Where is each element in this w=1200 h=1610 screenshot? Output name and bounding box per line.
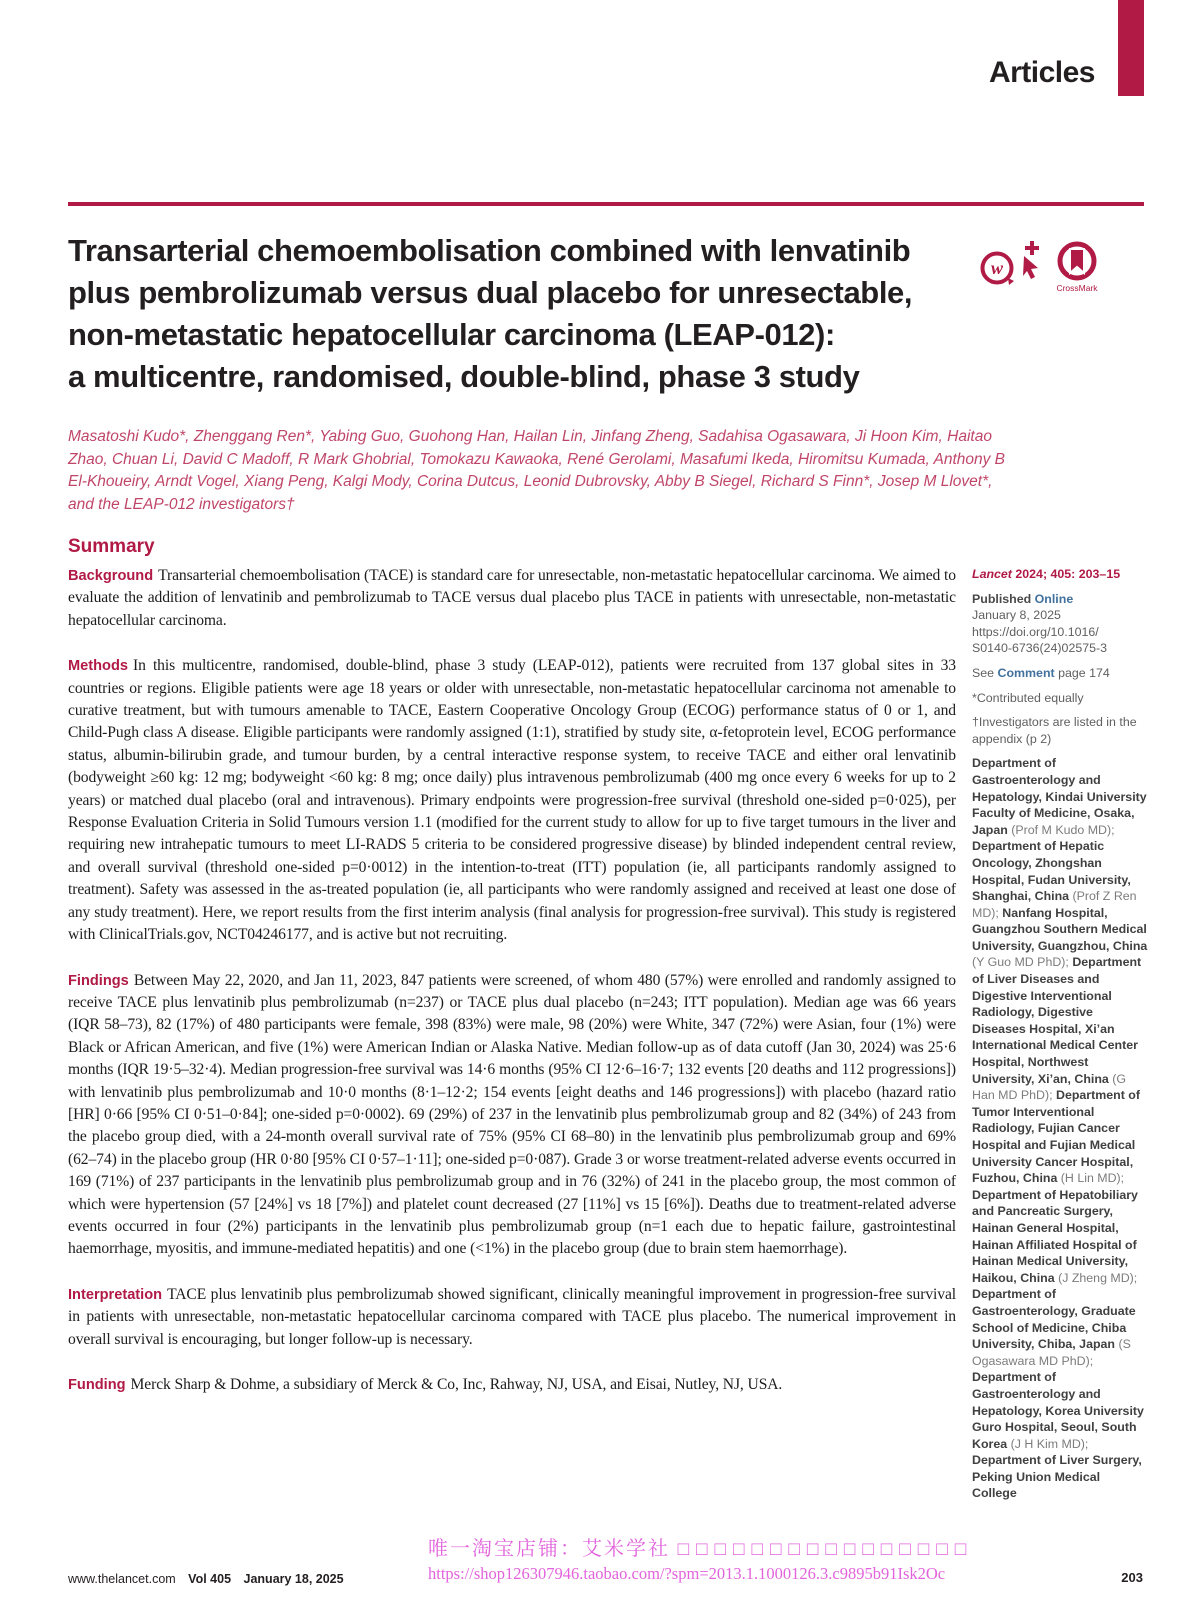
doi-line-1: https://doi.org/10.1016/	[972, 624, 1099, 639]
background-text: Transarterial chemoembolisation (TACE) is standard care for unresectable, non-metastatic hepatocellular carcinoma. We aimed to evaluate the addition of lenvatinib and pembrolizumab to TACE versus dual placebo plus TACE in patients with unresectable, non-metastatic hepatocellular carcinoma.	[68, 567, 956, 629]
summary-heading: Summary	[68, 536, 155, 557]
watermark-shop-text: 唯一淘宝店铺：艾米学社	[428, 1538, 670, 1560]
findings-text: Between May 22, 2020, and Jan 11, 2023, 847 patients were screened, of whom 480 (57%) were enrolled and randomly assigned to receive TACE plus lenvatinib plus pembrolizumab (n=237) or TACE plus dual placebo (n=243; ITT population). Median age was 66 years (IQR 58–73), 82 (17%) of 480 participants were female, 398 (83%) were male, 98 (20%) were White, 347 (72%) were Asian, four (1%) were Black or African American, and five (1%) were American Indian or Alaska Native. Median follow-up as of data cutoff (Jan 30, 2024) was 25·6 months (IQR 19·5–32·4). Median progression-free survival was 14·6 months (95% CI 12·6–16·7; 132 events [20 deaths and 112 progressions]) with lenvatinib plus pembrolizumab and 10·0 months (8·1–12·2; 154 events [eight deaths and 146 progressions]) with placebo (hazard ratio [HR] 0·66 [95% CI 0·51–0·84]; one-sided p=0·0002). 69 (29%) of 237 in the lenvatinib plus pembrolizumab group and 82 (34%) of 243 from the placebo group died, with a 24-month overall survival rate of 75% (95% CI 68–80) in the lenvatinib plus pembrolizumab group and 69% (62–74) in the placebo group (HR 0·80 [95% CI 0·57–1·11]; one-sided p=0·087). Grade 3 or worse treatment-related adverse events occurred in 169 (71%) of 237 participants in the lenvatinib plus pembrolizumab group and in 76 (32%) of 241 in the placebo group, the most common of which were hypertension (57 [24%] vs 18 [7%]) and platelet count decreased (27 [11%] vs 15 [6%]). Deaths due to treatment-related adverse events occurred in four (2%) participants in the lenvatinib plus pembrolizumab group (n=1 each due to hepatic failure, gastrointestinal haemorrhage, myositis, and immune-mediated hepatitis) and one (<1%) in the placebo group (due to brain stem haemorrhage).	[68, 971, 956, 1258]
affiliation-person: (S Ogasawara MD PhD);	[972, 1337, 1131, 1368]
affiliation-person: (Prof M Kudo MD);	[1011, 822, 1115, 837]
affiliation-institution: Department of Gastroenterology and Hepatology, Korea University Guro Hospital, Seoul, South Korea	[972, 1370, 1144, 1451]
comment-link[interactable]: Comment	[997, 665, 1055, 680]
section-label: Articles	[988, 56, 1095, 89]
published-date: January 8, 2025	[972, 608, 1061, 623]
footnote-contributed: *Contributed equally	[972, 690, 1084, 705]
doi-line-2: S0140-6736(24)02575-3	[972, 641, 1108, 656]
watermark-tofu-boxes: □□□□□□□□□□□□□□□□	[677, 1539, 974, 1560]
interpretation-text: TACE plus lenvatinib plus pembrolizumab showed significant, clinically meaningful improvement in progression-free survival in patients with unresectable, non-metastatic hepatocellular carcinoma compared with TACE plus placebo. The numerical improvement in overall survival is encouraging, but longer follow-up is necessary.	[68, 1285, 956, 1348]
article-title	[68, 230, 938, 398]
affiliation-person: (H Lin MD);	[1060, 1171, 1125, 1186]
affiliation-institution: Department of Hepatic Oncology, Zhongshan Hospital, Fudan University, Shanghai, China	[972, 839, 1131, 904]
citation	[972, 566, 1148, 583]
funding-paragraph	[68, 1374, 956, 1396]
background-paragraph	[68, 565, 956, 632]
funding-label: Funding	[68, 1377, 126, 1393]
citation-journal: Lancet	[972, 567, 1012, 581]
background-label: Background	[68, 568, 154, 584]
title-icons	[978, 240, 1128, 297]
page-number: 203	[1121, 1570, 1143, 1585]
author-list: Masatoshi Kudo*, Zhenggang Ren*, Yabing Guo, Guohong Han, Hailan Lin, Jinfang Zheng, Sadahisa Ogasawara, Ji Hoon Kim, Haitao Zhao, Chuan Li, David C Madoff, R Mark Ghobrial, Tomokazu Kawaoka, René Gerolami, Masafumi Ikeda, Hiromitsu Kumada, Anthony B El-Khoueiry, Arndt Vogel, Xiang Peng, Kalgi Mody, Corina Dutcus, Leonid Dubrovsky, Abby B Siegel, Richard S Finn*, Josep M Llovet*, and the LEAP-012 investigators†	[68, 428, 1006, 513]
footer	[68, 1572, 344, 1586]
affiliation-person: (J H Kim MD);	[1010, 1436, 1089, 1451]
affiliation-institution: Department of Liver Diseases and Digestive Interventional Radiology, Digestive Diseases Hospital, Xi’an International Medical Center Hospital, Northwest University, Xi’an, China	[972, 955, 1142, 1086]
affiliation-person: (J Zheng MD);	[1058, 1270, 1138, 1285]
affiliation-institution: Nanfang Hospital, Guangzhou Southern Medical University, Guangzhou, China	[972, 905, 1148, 953]
interpretation-paragraph	[68, 1284, 956, 1351]
title-line-2: plus pembrolizumab versus dual placebo for unresectable,	[68, 275, 913, 310]
svg-text:w: w	[990, 258, 1004, 278]
footnote-investigators: †Investigators are listed in the appendix (p 2)	[972, 715, 1137, 746]
title-line-3: non-metastatic hepatocellular carcinoma (LEAP-012):	[68, 317, 835, 352]
findings-paragraph	[68, 970, 956, 1261]
funding-text: Merck Sharp & Dohme, a subsidiary of Merck & Co, Inc, Rahway, NJ, USA, and Eisai, Nutley, NJ, USA.	[130, 1376, 783, 1393]
findings-label: Findings	[68, 972, 129, 989]
affiliation-institution: Department of Gastroenterology and Hepatology, Kindai University Faculty of Medicine, Osaka, Japan	[972, 756, 1147, 837]
watermark-shop-line	[428, 1532, 973, 1561]
citation-rest: 2024; 405: 203–15	[1011, 567, 1121, 581]
summary-column	[68, 536, 956, 1419]
footer-site: www.thelancet.com	[68, 1572, 176, 1586]
affiliation-institution: Department of Hepatobiliary and Pancreatic Surgery, Hainan General Hospital, Hainan Affiliated Hospital of Hainan Medical University, Haikou, China	[972, 1187, 1138, 1285]
crossmark-label: CrossMark	[1056, 283, 1098, 293]
see-prefix: See	[972, 665, 998, 680]
interpretation-label: Interpretation	[68, 1286, 163, 1303]
published-prefix: Published	[972, 591, 1035, 606]
see-suffix: page 174	[1054, 665, 1110, 680]
affiliation-person: (G Han MD PhD);	[972, 1071, 1127, 1103]
title-line-1: Transarterial chemoembolisation combined with lenvatinib	[68, 233, 911, 268]
published-online-link[interactable]: Online	[1034, 591, 1074, 606]
web-extra-icon	[978, 240, 1046, 297]
affiliation-institution: Department of Liver Surgery, Peking Union Medical College	[972, 1453, 1142, 1501]
methods-paragraph	[68, 655, 956, 946]
affiliation-person: (Prof Z Ren MD);	[972, 889, 1137, 920]
footer-volume: Vol 405	[188, 1572, 232, 1586]
see-comment-line	[972, 665, 1148, 682]
watermark-url: https://shop126307946.taobao.com/?spm=2013.1.1000126.3.c9895b91Isk2Oc	[428, 1564, 946, 1583]
title-line-4: a multicentre, randomised, double-blind, phase 3 study	[68, 359, 860, 394]
sidebar	[972, 566, 1148, 1510]
methods-label: Methods	[68, 658, 128, 675]
affiliation-institution: Department of Gastroenterology, Graduate School of Medicine, Chiba University, Chiba, Japan	[972, 1287, 1136, 1352]
crossmark-icon[interactable]	[1056, 240, 1098, 293]
articles-corner-bar	[1118, 0, 1144, 96]
affiliations	[972, 755, 1148, 1502]
published-block	[972, 591, 1148, 657]
header-rule	[68, 202, 1144, 206]
affiliation-institution: Department of Tumor Interventional Radiology, Fujian Cancer Hospital and Fujian Medical University Cancer Hospital, Fuzhou, China	[972, 1088, 1140, 1186]
footer-date: January 18, 2025	[243, 1572, 344, 1586]
methods-text: In this multicentre, randomised, double-blind, phase 3 study (LEAP-012), patients were recruited from 137 global sites in 33 countries or regions. Eligible patients were age 18 years or older with unresectable, non-metastatic hepatocellular carcinoma not amenable to curative treatment, but with tumours amenable to TACE, Eastern Cooperative Oncology Group (ECOG) performance status of 0 or 1, and Child-Pugh class A disease. Eligible participants were randomly assigned (1:1), stratified by study site, α-fetoprotein level, ECOG performance status, albumin-bilirubin grade, and tumour burden, by a central interactive response system, to receive TACE and either oral lenvatinib (bodyweight ≥60 kg: 12 mg; bodyweight <60 kg: 8 mg; once daily) plus intravenous pembrolizumab (400 mg once every 6 weeks for up to 2 years) or matched dual placebo (oral and intravenous). Primary endpoints were progression-free survival (threshold one-sided p=0·025), per Response Evaluation Criteria in Solid Tumours version 1.1 (modified for the current study to allow for up to five target tumours in the liver and requiring new intrahepatic tumours to meet LI-RADS 5 criteria to be considered progressive disease) by blinded independent central review, and overall survival (threshold one-sided p=0·0012) in the intention-to-treat (ITT) population (ie, all participants randomly assigned to treatment). Safety was assessed in the as-treated population (ie, all participants who were randomly assigned and received at least one dose of any study treatment). Here, we report results from the first interim analysis (final analysis for progression-free survival). This study is registered with ClinicalTrials.gov, NCT04246177, and is active but not recruiting.	[68, 657, 956, 944]
affiliation-person: (Y Guo MD PhD);	[972, 955, 1073, 970]
